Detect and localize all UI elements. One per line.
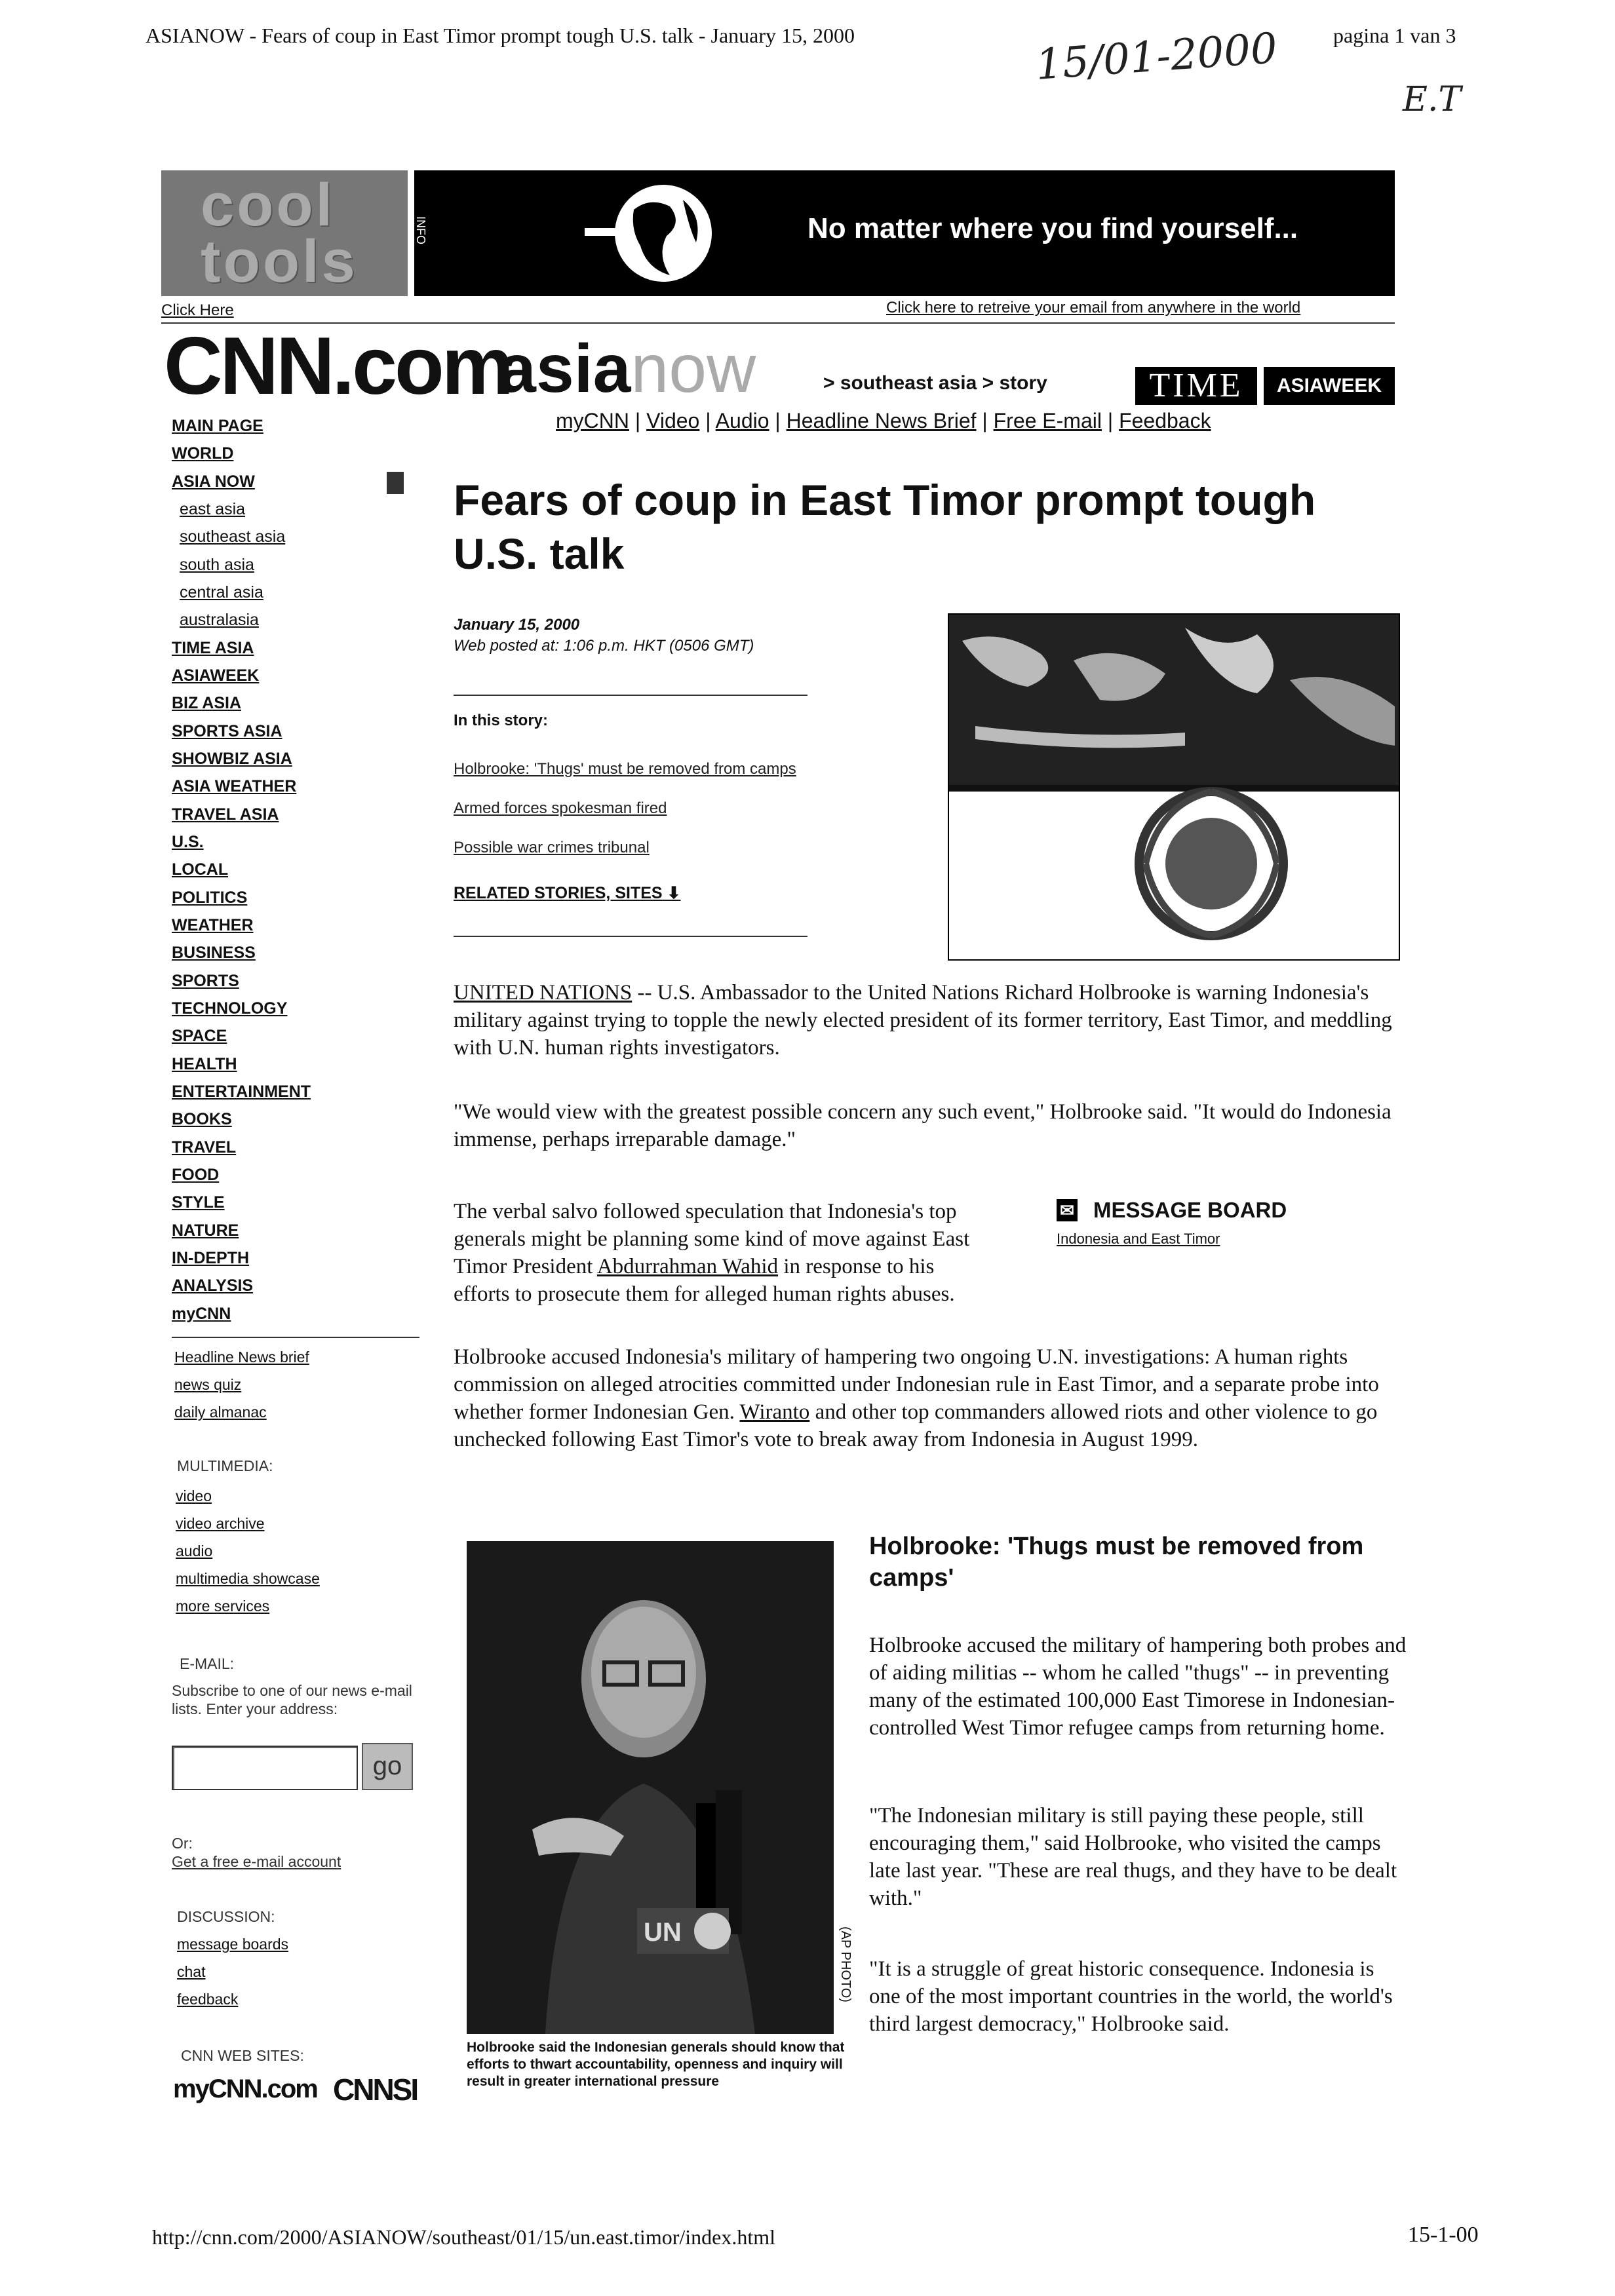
sidebar-item-politics[interactable]: POLITICS (172, 889, 248, 907)
discussion-links (177, 1936, 288, 2018)
wiranto-link[interactable]: Wiranto (739, 1400, 810, 1424)
story-link-tribunal[interactable]: Possible war crimes tribunal (454, 839, 650, 856)
sidebar-item-main-page[interactable]: MAIN PAGE (172, 417, 263, 435)
article-headline: Fears of coup in East Timor prompt tough U.S. talk (454, 476, 1316, 578)
email-subscribe-text: Subscribe to one of our news e-mail lists. Enter your address: (172, 1682, 412, 1717)
paragraph-3-line-3a: Timor President (454, 1255, 597, 1278)
topnav-feedback[interactable]: Feedback (1119, 409, 1211, 432)
mm-audio[interactable]: audio (176, 1542, 213, 1559)
sidebar-item-sports[interactable]: SPORTS (172, 972, 239, 990)
email-heading: E-MAIL: (180, 1655, 235, 1672)
print-footer-url: http://cnn.com/2000/ASIANOW/southeast/01/15/un.east.timor/index.html (152, 2225, 776, 2249)
sidebar-item-travel[interactable]: TRAVEL (172, 1138, 237, 1157)
extra-headline-news-brief[interactable]: Headline News brief (174, 1349, 309, 1366)
cnnsi-site-logo[interactable]: CNNSI (333, 2073, 418, 2107)
sidebar-item-biz-asia[interactable]: BIZ ASIA (172, 694, 242, 712)
topnav-headline-news[interactable]: Headline News Brief (786, 409, 977, 432)
paragraph-2: "We would view with the greatest possible concern any such event," Holbrooke said. "It would do Indonesia immense, perhaps irreparable damage." (454, 1100, 1391, 1151)
cnn-logo[interactable] (164, 320, 511, 411)
mm-video-archive[interactable]: video archive (176, 1515, 265, 1532)
banner-tagline: No matter where you find yourself... (808, 212, 1298, 244)
sidebar-item-nature[interactable]: NATURE (172, 1221, 239, 1240)
sidebar-item-travel-asia[interactable]: TRAVEL ASIA (172, 805, 279, 824)
asia-now-icon (387, 472, 404, 494)
sidebar-item-showbiz-asia[interactable]: SHOWBIZ ASIA (172, 750, 292, 768)
go-button[interactable]: go (362, 1743, 413, 1790)
paragraph-3-line-3 (454, 1253, 1397, 1280)
cnn-logo-text: CNN.com (164, 321, 512, 411)
sidebar-item-australasia[interactable]: australasia (180, 611, 259, 629)
message-board-widget[interactable] (1057, 1198, 1397, 1250)
globe-icon (585, 170, 716, 296)
mycnn-site-logo[interactable]: myCNN.com (173, 2075, 317, 2103)
topnav-audio[interactable]: Audio (715, 409, 769, 432)
sidebar-item-in-depth[interactable]: IN-DEPTH (172, 1249, 250, 1267)
sidebar-item-southeast-asia[interactable]: southeast asia (180, 527, 286, 546)
asianow-logo-light: now (631, 331, 756, 407)
sidebar-item-us[interactable]: U.S. (172, 833, 204, 851)
disc-feedback[interactable]: feedback (177, 1991, 239, 2008)
sidebar-item-east-asia[interactable]: east asia (180, 500, 246, 518)
extra-daily-almanac[interactable]: daily almanac (174, 1404, 267, 1421)
story-link-spokesman[interactable]: Armed forces spokesman fired (454, 799, 667, 817)
paragraph-3-line-3b: in response to his (778, 1255, 935, 1278)
sidebar-item-style[interactable]: STYLE (172, 1193, 225, 1212)
paragraph-6: "The Indonesian military is still paying these people, still encouraging them," said Holbrooke, who visited the camps late last year. "These are real thugs, and they have to be dealt with." (869, 1804, 1397, 1910)
map-graphic (949, 615, 1399, 959)
sidebar-item-south-asia[interactable]: south asia (180, 556, 254, 574)
print-header-page: pagina 1 van 3 (1333, 24, 1456, 47)
discussion-heading: DISCUSSION: (177, 1908, 275, 1925)
paragraph-4-a: Holbrooke accused Indonesia's military of hampering two ongoing U.N. investigations: A human rights commission on alleged atrocities committed under Indonesian rule in East Timor, and a separate probe into whether former Indonesian Gen. (454, 1345, 1379, 1424)
breadcrumb: > southeast asia > story (823, 372, 1047, 394)
print-header-title: ASIANOW - Fears of coup in East Timor prompt tough U.S. talk - January 15, 2000 (146, 24, 855, 47)
story-box-bottom-rule (454, 936, 808, 937)
sidebar-item-entertainment[interactable]: ENTERTAINMENT (172, 1082, 311, 1101)
handwritten-initials: E.T (1403, 80, 1462, 119)
story-box-top-rule (454, 695, 808, 696)
paragraph-4-b: and other top commanders allowed riots and other violence to go unchecked following East Timor's vote to break away from Indonesia in August 1999. (454, 1400, 1378, 1451)
paragraph-1-text: -- U.S. Ambassador to the United Nations Richard Holbrooke is warning Indonesia's military against trying to topple the newly elected president of its former territory, East Timor, and meddling with U.N. human rights investigators. (454, 981, 1392, 1060)
in-this-story-label: In this story: (454, 712, 549, 729)
indonesia-un-map-image (948, 613, 1400, 961)
photo-caption: Holbrooke said the Indonesian generals should know that efforts to thwart accountability, openness and inquiry will result in greater international pressure (467, 2040, 845, 2089)
sidebar-rule (172, 1337, 419, 1338)
united-nations-link[interactable]: UNITED NATIONS (454, 981, 632, 1004)
sidebar-item-time-asia[interactable]: TIME ASIA (172, 639, 254, 657)
sidebar-item-mycnn[interactable]: myCNN (172, 1305, 231, 1323)
topnav-free-email[interactable]: Free E-mail (993, 409, 1102, 432)
article-date: January 15, 2000 (454, 616, 580, 634)
sidebar-item-asiaweek[interactable]: ASIAWEEK (172, 666, 260, 685)
sidebar-item-books[interactable]: BOOKS (172, 1110, 232, 1128)
handwritten-date: 15/01-2000 (1034, 24, 1279, 90)
sidebar-item-central-asia[interactable]: central asia (180, 583, 263, 602)
sidebar-item-weather[interactable]: WEATHER (172, 916, 254, 934)
cool-tools-banner[interactable] (161, 170, 408, 296)
sidebar-item-sports-asia[interactable]: SPORTS ASIA (172, 722, 282, 740)
message-board-icon: ✉ (1057, 1199, 1078, 1221)
article-posted: Web posted at: 1:06 p.m. HKT (0506 GMT) (454, 637, 754, 655)
asianow-logo-bold: asia (498, 331, 631, 407)
topnav-mycnn[interactable]: myCNN (556, 409, 629, 432)
arrow-down-icon: ⬇ (667, 884, 681, 902)
retrieve-email-link[interactable]: Click here to retreive your email from anywhere in the world (886, 299, 1301, 316)
sidebar-item-asia-weather[interactable]: ASIA WEATHER (172, 777, 297, 795)
sidebar-item-world[interactable]: WORLD (172, 444, 234, 463)
sidebar-item-analysis[interactable]: ANALYSIS (172, 1276, 254, 1295)
cool-tools-text: cool tools (201, 172, 358, 295)
sidebar-nav (172, 417, 421, 1334)
top-nav: myCNN | Video | Audio | Headline News Brief | Free E-mail | Feedback (556, 409, 1211, 432)
multimedia-heading: MULTIMEDIA: (177, 1457, 273, 1474)
paragraph-4 (454, 1343, 1397, 1453)
asianow-logo[interactable] (498, 330, 756, 408)
multimedia-links (176, 1487, 320, 1625)
print-footer-date: 15-1-00 (1408, 2223, 1479, 2247)
disc-chat[interactable]: chat (177, 1963, 206, 1980)
related-stories-label: RELATED STORIES, SITES (454, 884, 663, 902)
mm-showcase[interactable]: multimedia showcase (176, 1570, 320, 1587)
click-here-link[interactable]: Click Here (161, 301, 234, 319)
email-input[interactable] (172, 1746, 358, 1790)
topnav-video[interactable]: Video (646, 409, 700, 432)
related-stories-link[interactable] (454, 883, 680, 903)
extra-news-quiz[interactable]: news quiz (174, 1376, 242, 1393)
sidebar-item-space[interactable]: SPACE (172, 1027, 227, 1045)
story-link-thugs[interactable]: Holbrooke: 'Thugs' must be removed from camps (454, 760, 796, 778)
sidebar-item-business[interactable]: BUSINESS (172, 944, 256, 962)
paragraph-7: "It is a struggle of great historic consequence. Indonesia is one of the most important countries in the world, the world's third largest democracy," Holbrooke said. (869, 1957, 1393, 2036)
paragraph-3-line-4: efforts to prosecute them for alleged human rights abuses. (454, 1282, 955, 1306)
sidebar-item-health[interactable]: HEALTH (172, 1055, 237, 1073)
photo-credit: (AP PHOTO) (838, 1926, 853, 2002)
message-board-label: MESSAGE BOARD (1093, 1198, 1287, 1222)
time-logo[interactable]: TIME (1135, 367, 1257, 405)
wahid-link[interactable]: Abdurrahman Wahid (596, 1255, 779, 1278)
message-board-link[interactable]: Indonesia and East Timor (1057, 1231, 1220, 1247)
mm-more-services[interactable]: more services (176, 1598, 270, 1615)
sidebar-item-local[interactable]: LOCAL (172, 860, 229, 879)
info-label: INFO (414, 216, 427, 244)
paragraph-1 (454, 979, 1397, 1062)
sidebar-item-technology[interactable]: TECHNOLOGY (172, 999, 288, 1018)
email-banner[interactable] (414, 170, 1395, 296)
sidebar-extras (174, 1349, 423, 1431)
paragraph-3-line-2: generals might be planning some kind of move against East (454, 1227, 970, 1251)
svg-text:UN: UN (644, 1918, 682, 1947)
paragraph-3-line-1: The verbal salvo followed speculation that Indonesia's top (454, 1200, 957, 1223)
sidebar-item-asia-now[interactable]: ASIA NOW (172, 472, 255, 491)
holbrooke-photo (467, 1541, 834, 2034)
mm-video[interactable]: video (176, 1487, 212, 1504)
or-text: Or: (172, 1835, 193, 1852)
sidebar-item-food[interactable]: FOOD (172, 1166, 220, 1184)
section-subhead: Holbrooke: 'Thugs must be removed from camps' (869, 1533, 1364, 1592)
paragraph-5: Holbrooke accused the military of hampering both probes and of aiding militias -- whom he called "thugs" -- in preventing many of the estimated 100,000 East Timorese in Indonesian-controlled West Timor refugee camps from returning home. (869, 1634, 1407, 1740)
disc-message-boards[interactable]: message boards (177, 1936, 289, 1953)
holbrooke-photo-graphic (467, 1541, 834, 2034)
free-email-link[interactable]: Get a free e-mail account (172, 1853, 341, 1870)
asiaweek-logo[interactable]: ASIAWEEK (1264, 367, 1395, 405)
cnn-websites-heading: CNN WEB SITES: (181, 2047, 304, 2064)
